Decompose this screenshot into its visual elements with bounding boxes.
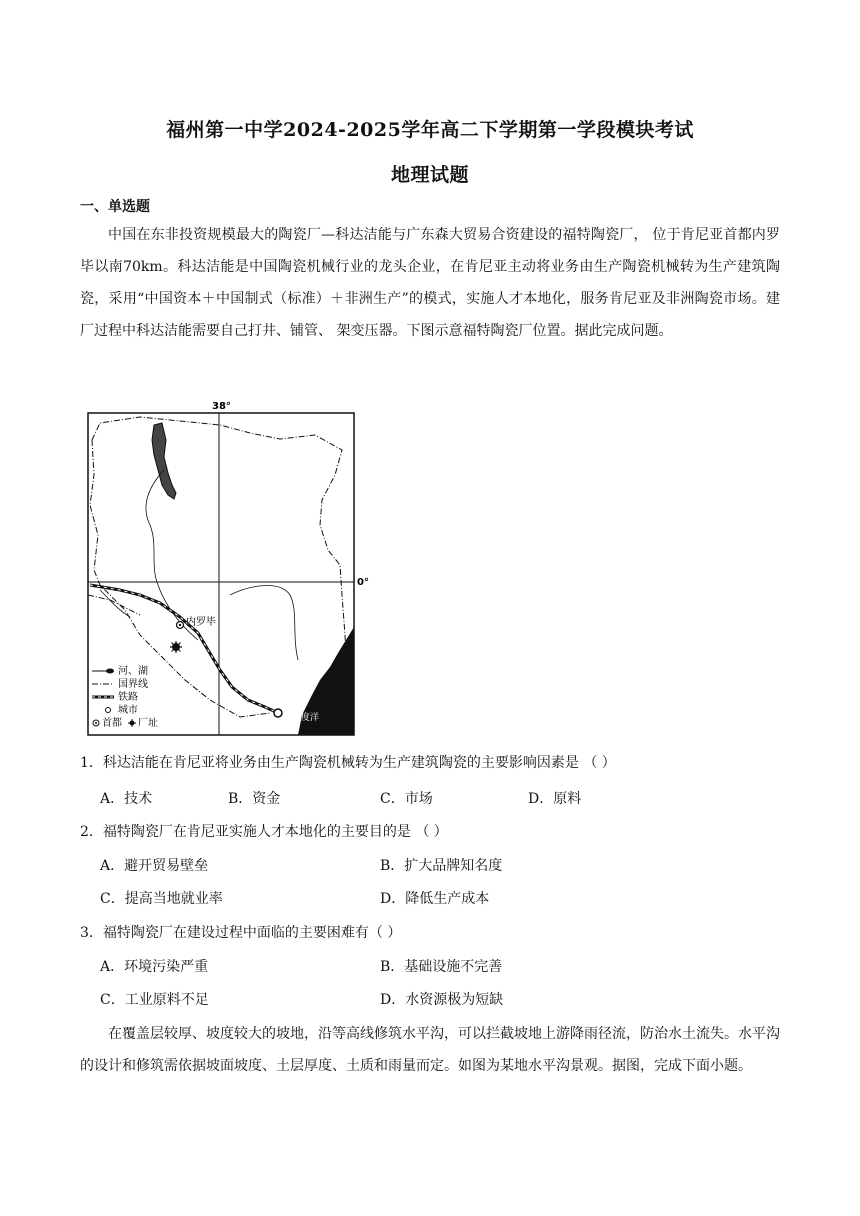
- lat-label: 0°: [357, 577, 369, 588]
- question-2-stem: 2．福特陶瓷厂在肯尼亚实施人才本地化的主要目的是 （ ）: [80, 824, 448, 840]
- q1-option-d[interactable]: D．原料: [528, 791, 582, 807]
- legend-city: 城市: [118, 705, 138, 716]
- port-city-marker: [274, 709, 282, 717]
- national-border-west: [88, 595, 140, 615]
- legend-factory: 厂址: [138, 718, 158, 729]
- q3-option-d[interactable]: D．水资源极为短缺: [380, 992, 504, 1008]
- q2-option-c[interactable]: C．提高当地就业率: [100, 891, 223, 907]
- q1-option-b[interactable]: B．资金: [228, 791, 281, 807]
- q3-option-a[interactable]: A．环境污染严重: [100, 959, 209, 975]
- q1-option-a[interactable]: A．技术: [100, 791, 153, 807]
- kenya-location-map: [80, 395, 380, 745]
- legend-railway: 铁路: [118, 692, 138, 703]
- river-3: [100, 590, 130, 617]
- lake-turkana: [152, 423, 176, 499]
- river-2: [230, 586, 298, 660]
- map-legend: [92, 664, 158, 729]
- question-1-stem: 1．科达洁能在肯尼亚将业务由生产陶瓷机械转为生产建筑陶瓷的主要影响因素是 （ ）: [80, 755, 616, 771]
- exam-subtitle: 地理试题: [390, 164, 469, 186]
- exam-title: 福州第一中学2024-2025学年高二下学期第一学段模块考试: [166, 119, 694, 141]
- q3-option-b[interactable]: B．基础设施不完善: [380, 959, 503, 975]
- passage-1: 中国在东非投资规模最大的陶瓷厂—科达洁能与广东森大贸易合资建设的福特陶瓷厂， 位于肯尼亚首都内罗毕以南70km。科达洁能是中国陶瓷机械行业的龙头企业，在肯尼亚主动将业务由生产陶瓷机械转为生产建筑陶瓷，采用“中国资本＋中国制式（标准）＋非洲生产”的模式，实施人才本地化，服务肯尼亚及非洲陶瓷市场。建厂过程中科达洁能需要自己打井、铺管、 架变压器。下图示意福特陶瓷厂位置。据此完成问题。: [80, 227, 780, 339]
- section-heading: 一、单选题: [80, 199, 150, 215]
- legend-river: 河、湖: [118, 666, 148, 677]
- legend-border: 国界线: [118, 679, 148, 690]
- q2-option-a[interactable]: A．避开贸易壁垒: [100, 858, 209, 874]
- ocean-label: 印度洋: [292, 713, 320, 723]
- q2-option-b[interactable]: B．扩大品牌知名度: [380, 858, 503, 874]
- q3-option-c[interactable]: C．工业原料不足: [100, 992, 209, 1008]
- q1-option-c[interactable]: C．市场: [380, 791, 433, 807]
- q2-option-d[interactable]: D．降低生产成本: [380, 891, 490, 907]
- legend-capital: 首都: [102, 718, 122, 729]
- question-3-stem: 3．福特陶瓷厂在建设过程中面临的主要困难有（ ）: [80, 925, 402, 941]
- map-svg: [80, 395, 380, 745]
- factory-site-icon: [170, 641, 182, 653]
- lon-label: 38°: [212, 401, 231, 412]
- passage-2: 在覆盖层较厚、坡度较大的坡地，沿等高线修筑水平沟，可以拦截坡地上游降雨径流，防治水土流失。水平沟的设计和修筑需依据坡面坡度、土层厚度、土质和雨量而定。如图为某地水平沟景观。据图，完成下面小题。: [80, 1026, 780, 1074]
- nairobi-label: 内罗毕: [186, 617, 216, 628]
